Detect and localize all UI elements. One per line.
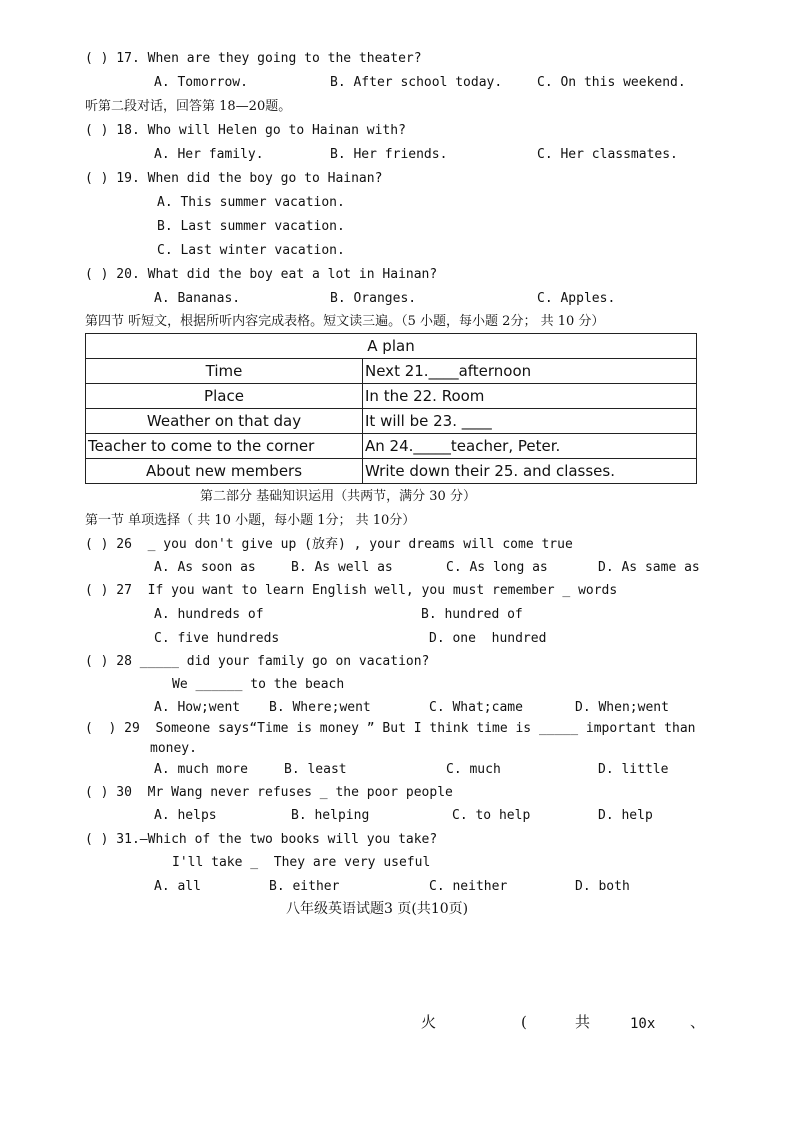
part-2-title: 第二部分 基础知识运用（共两节，满分 30 分）	[200, 489, 476, 504]
q30-option-d: D. help	[598, 808, 653, 823]
q26-option-b: B. As well as	[291, 560, 393, 575]
q20-option-a: A. Bananas.	[154, 291, 241, 306]
row-key: Weather on that day	[86, 409, 363, 434]
stray-char: (	[521, 1013, 527, 1031]
q30-option-c: C. to help	[452, 808, 531, 823]
q31-option-d: D. both	[575, 879, 630, 894]
q17-option-c: C. On this weekend.	[537, 75, 686, 90]
question-29-continued: money.	[150, 741, 197, 756]
table-row	[86, 459, 697, 484]
plan-table	[85, 333, 697, 484]
table-header: A plan	[86, 334, 697, 359]
q29-option-a: A. much more	[154, 762, 248, 777]
q28-option-b: B. Where;went	[269, 700, 371, 715]
q26-option-d: D. As same as	[598, 560, 700, 575]
row-value: It will be 23. ____	[363, 409, 697, 434]
q20-option-c: C. Apples.	[537, 291, 616, 306]
question-27: ( ) 27 If you want to learn English well, you must remember _ words	[85, 583, 618, 598]
question-20: ( ) 20. What did the boy eat a lot in Hainan?	[85, 267, 438, 282]
question-31: ( ) 31.—Which of the two books will you take?	[85, 832, 438, 847]
q20-option-b: B. Oranges.	[330, 291, 417, 306]
row-key: About new members	[86, 459, 363, 484]
q18-option-c: C. Her classmates.	[537, 147, 678, 162]
question-18: ( ) 18. Who will Helen go to Hainan with?	[85, 123, 406, 138]
q30-option-a: A. helps	[154, 808, 217, 823]
row-value: Next 21.____afternoon	[363, 359, 697, 384]
q18-option-a: A. Her family.	[154, 147, 264, 162]
q27-option-c: C. five hundreds	[154, 631, 280, 646]
row-key: Place	[86, 384, 363, 409]
q19-option-c: C. Last winter vacation.	[157, 243, 345, 258]
q27-option-d: D. one hundred	[429, 631, 547, 646]
q29-option-d: D. little	[598, 762, 669, 777]
section-1-title: 第一节 单项选择（ 共 10 小题，每小题 1分； 共 10分）	[85, 513, 416, 528]
question-28: ( ) 28 _____ did your family go on vacation?	[85, 654, 430, 669]
stray-char: 火	[421, 1013, 437, 1031]
q29-option-c: C. much	[446, 762, 501, 777]
question-29: ( ) 29 Someone says“Time is money ” But I think time is _____ important than	[85, 721, 696, 736]
stray-char: 共	[575, 1013, 591, 1031]
q28-option-d: D. When;went	[575, 700, 669, 715]
q27-option-a: A. hundreds of	[154, 607, 264, 622]
q30-option-b: B. helping	[291, 808, 370, 823]
table-row	[86, 434, 697, 459]
question-26: ( ) 26 _ you don't give up (放弃) , your dreams will come true	[85, 537, 573, 552]
question-17: ( ) 17. When are they going to the theater?	[85, 51, 422, 66]
table-row	[86, 384, 697, 409]
row-key: Teacher to come to the corner	[86, 434, 363, 459]
row-key: Time	[86, 359, 363, 384]
q17-option-b: B. After school today.	[330, 75, 503, 90]
section-4-instruction: 第四节 听短文，根据所听内容完成表格。短文读三遍。（5 小题，每小题 2分； 共 10 分）	[85, 314, 605, 329]
q31-option-a: A. all	[154, 879, 201, 894]
q18-option-b: B. Her friends.	[330, 147, 448, 162]
q26-option-a: A. As soon as	[154, 560, 256, 575]
table-row	[86, 359, 697, 384]
question-31-response: I'll take _ They are very useful	[172, 855, 431, 870]
q17-option-a: A. Tomorrow.	[154, 75, 248, 90]
q19-option-a: A. This summer vacation.	[157, 195, 345, 210]
question-28-response: We ______ to the beach	[172, 677, 345, 692]
question-19: ( ) 19. When did the boy go to Hainan?	[85, 171, 383, 186]
stray-char: 10x	[630, 1016, 656, 1032]
q19-option-b: B. Last summer vacation.	[157, 219, 345, 234]
q28-option-c: C. What;came	[429, 700, 523, 715]
row-value: In the 22. Room	[363, 384, 697, 409]
row-value: Write down their 25. and classes.	[363, 459, 697, 484]
question-30: ( ) 30 Mr Wang never refuses _ the poor people	[85, 785, 453, 800]
stray-char: 、	[690, 1013, 706, 1031]
dialog-2-instruction: 听第二段对话，回答第 18—20题。	[85, 99, 292, 114]
q31-option-b: B. either	[269, 879, 340, 894]
table-header-row	[86, 334, 697, 359]
q26-option-c: C. As long as	[446, 560, 548, 575]
page-footer: 八年级英语试题3 页(共10页)	[286, 901, 469, 917]
q28-option-a: A. How;went	[154, 700, 241, 715]
table-row	[86, 409, 697, 434]
row-value: An 24._____teacher, Peter.	[363, 434, 697, 459]
q29-option-b: B. least	[284, 762, 347, 777]
q31-option-c: C. neither	[429, 879, 508, 894]
q27-option-b: B. hundred of	[421, 607, 523, 622]
